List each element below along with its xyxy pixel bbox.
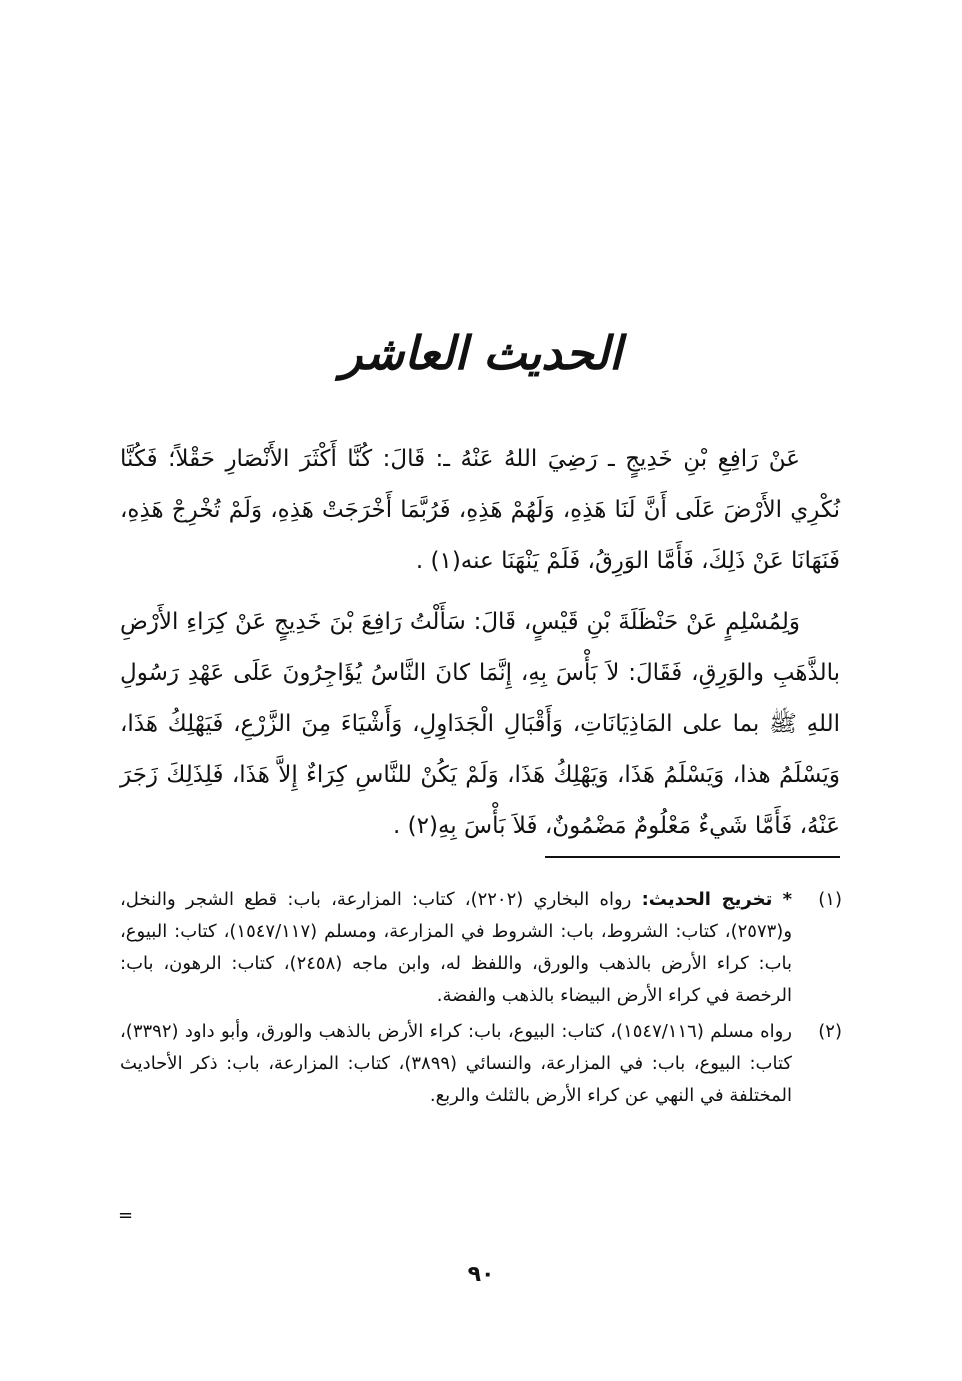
footnote-2 xyxy=(120,1016,842,1112)
hadith-paragraph-1: عَنْ رَافِعِ بْنِ خَدِيجٍ ـ رَضِيَ اللهُ عَنْهُ ـ: قَالَ: كُنَّا أَكْثَرَ الأَنْصَارِ حَقْلاً؛ فَكُنَّا نُكْرِي الأَرْضَ عَلَى أَنَّ لَنَا هَذِهِ، وَلَهُمْ هَذِهِ، فَرُبَّمَا أَخْرَجَتْ هَذِهِ، وَلَمْ تُخْرِجْ هَذِهِ، فَنَهَانَا عَنْ ذَلِكَ، فَأَمَّا الوَرِقُ، فَلَمْ يَنْهَنَا عنه(١) . xyxy=(120,446,840,574)
footnote-2-text: رواه مسلم (١٥٤٧/١١٦)، كتاب: البيوع، باب: كراء الأرض بالذهب والورق، وأبو داود (٣٣٩٢)، كتاب: البيوع، باب: في المزارعة، والنسائي (٣٨٩٩)، كتاب: المزارعة، باب: ذكر الأحاديث المختلفة في النهي عن كراء الأرض بالثلث والربع. xyxy=(120,1021,792,1106)
footnote-1-number: (١) xyxy=(818,889,842,910)
footnotes xyxy=(120,884,842,1116)
chapter-title: الحديث العاشر xyxy=(340,326,622,380)
footnote-separator xyxy=(545,856,840,858)
footnote-2-number: (٢) xyxy=(818,1021,842,1042)
footnote-1-text: رواه البخاري (٢٢٠٢)، كتاب: المزارعة، باب: قطع الشجر والنخل، و(٢٥٧٣)، كتاب: الشروط، باب: الشروط في المزارعة، ومسلم (١٥٤٧/١١٧)، كتاب: البيوع، باب: كراء الأرض بالذهب والورق، واللفظ له، وابن ماجه (٢٤٥٨)، كتاب: الرهون، باب: الرخصة في كراء الأرض البيضاء بالذهب والفضة. xyxy=(120,889,793,1006)
hadith-paragraph-2: وَلِمُسْلِمٍ عَنْ حَنْظَلَةَ بْنِ قَيْسٍ، قَالَ: سَأَلْتُ رَافِعَ بْنَ خَدِيجٍ عَنْ كِرَاءِ الأَرْضِ بالذَّهَبِ والوَرِقِ، فَقَالَ: لاَ بَأْسَ بِهِ، إِنَّمَا كانَ النَّاسُ يُؤَاجِرُونَ عَلَى عَهْدِ رَسُولِ اللهِ ﷺ بما على المَاذِيَانَاتِ، وَأَقْبَالِ الْجَدَاوِلِ، وَأَشْيَاءَ مِنَ الزَّرْعِ، فَيَهْلِكُ هَذَا، وَيَسْلَمُ هذا، وَيَسْلَمُ هَذَا، وَيَهْلِكُ هَذَا، وَلَمْ يَكُنْ للنَّاسِ كِرَاءٌ إِلاَّ هَذَا، فَلِذَلِكَ زَجَرَ عَنْهُ، فَأَمَّا شَيءٌ مَعْلُومٌ مَضْمُونٌ، فَلاَ بَأْسَ بِهِ(٢) . xyxy=(120,609,840,839)
footnote-star: * xyxy=(782,889,792,910)
continuation-mark: = xyxy=(118,1205,134,1226)
footnote-heading: تخريج الحديث: xyxy=(641,889,773,910)
hadith-text xyxy=(120,434,840,862)
footnote-1 xyxy=(120,884,842,1012)
page-number: ٩٠ xyxy=(467,1262,495,1287)
